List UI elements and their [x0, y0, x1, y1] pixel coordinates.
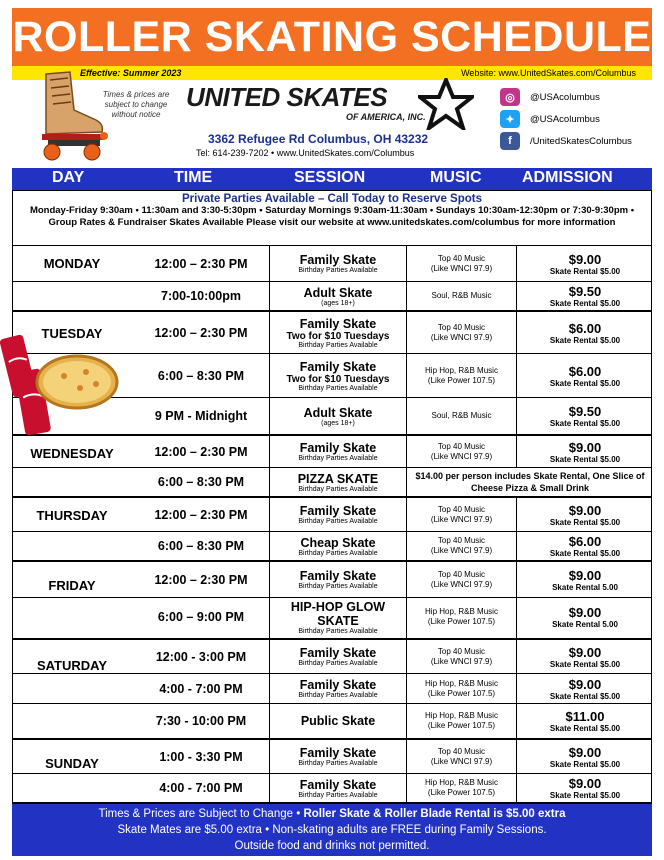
admission-price: $9.00 [568, 251, 602, 267]
session-row [12, 596, 652, 640]
col-session: SESSION [294, 169, 366, 186]
price-disclaimer: Times & prices are subject to change without notice [102, 90, 170, 119]
session-name: Family Skate [299, 746, 377, 760]
session-cell [269, 562, 407, 597]
instagram-handle: @USAcolumbus [530, 91, 600, 103]
skate-rental: Skate Rental $5.00 [549, 759, 621, 769]
session-name: Family Skate [299, 777, 377, 792]
session-note: Birthday Parties Available [298, 455, 378, 462]
social-facebook[interactable] [500, 132, 632, 150]
session-time: 7:30 - 10:00 PM [155, 714, 247, 728]
session-name: PIZZA SKATE [297, 471, 379, 486]
session-name: Public Skate [300, 714, 376, 728]
admission-cell [517, 282, 653, 310]
session-note: Birthday Parties Available [298, 267, 378, 274]
session-cell [269, 498, 407, 531]
music-genre: Hip Hop, R&B Music [425, 678, 498, 688]
music-genre: Hip Hop, R&B Music [425, 778, 498, 787]
company-logo [186, 82, 486, 128]
music-station: (Like Power 107.5) [427, 721, 496, 730]
session-name: Family Skate [299, 569, 377, 583]
skate-rental: Skate Rental $5.00 [549, 335, 621, 345]
session-row [12, 436, 652, 468]
day-label: WEDNESDAY [30, 446, 114, 461]
admission-cell [517, 674, 653, 703]
address: 3362 Refugee Rd Columbus, OH 43232 [208, 132, 429, 146]
music-station: (Like Power 107.5) [427, 788, 496, 797]
session-cell [269, 740, 407, 773]
skate-rental: Skate Rental $5.00 [549, 549, 621, 558]
col-day: DAY [52, 169, 85, 186]
session-note: (ages 18+) [321, 299, 355, 307]
session-note: Birthday Parties Available [298, 518, 378, 525]
skate-rental: Skate Rental $5.00 [549, 419, 621, 428]
music-cell [407, 562, 517, 597]
session-note: Birthday Parties Available [298, 384, 378, 392]
music-cell [407, 498, 517, 531]
pizza-skate-details: $14.00 per person includes Skate Rental, One Slice of Cheese Pizza & Small Drink [415, 471, 645, 493]
star-icon [418, 78, 474, 130]
facebook-handle: /UnitedSkatesColumbus [530, 135, 632, 147]
social-twitter[interactable] [500, 110, 600, 128]
day-label: SATURDAY [36, 658, 108, 673]
session-time: 12:00 – 2:30 PM [154, 507, 248, 522]
session-time: 12:00 – 2:30 PM [154, 572, 248, 587]
session-name: Cheap Skate [300, 535, 376, 550]
skate-rental: Skate Rental $5.00 [549, 454, 621, 464]
music-cell [407, 740, 517, 773]
music-genre: Top 40 Music [437, 646, 486, 656]
music-genre: Hip Hop, R&B Music [425, 711, 498, 720]
session-time: 7:00-10:00pm [161, 289, 241, 303]
skate-rental: Skate Rental $5.00 [549, 691, 621, 701]
session-row [12, 282, 652, 312]
music-cell [407, 674, 517, 703]
music-station: (Like Power 107.5) [427, 688, 496, 698]
skate-rental: Skate Rental $5.00 [549, 266, 621, 276]
music-cell [407, 532, 517, 560]
session-cell [269, 246, 407, 281]
admission-price: $9.50 [568, 284, 602, 299]
session-time: 12:00 – 2:30 PM [154, 256, 248, 271]
session-cell [269, 532, 407, 560]
session-time: 6:00 – 8:30 PM [157, 368, 245, 383]
admission-cell [517, 532, 653, 560]
skate-rental: Skate Rental $5.00 [549, 299, 621, 308]
music-cell [407, 354, 517, 397]
session-cell [269, 312, 407, 353]
admission-price: $9.00 [568, 644, 602, 660]
skate-rental: Skate Rental $5.00 [549, 791, 621, 800]
day-label: FRIDAY [48, 578, 96, 593]
admission-price: $9.00 [568, 502, 602, 518]
logo-sub-text: OF AMERICA, INC. [346, 112, 426, 122]
instagram-icon: ◎ [500, 88, 520, 106]
day-label: THURSDAY [36, 508, 108, 523]
music-genre: Soul, R&B Music [431, 411, 492, 420]
skate-rental: Skate Rental $5.00 [549, 659, 621, 669]
admission-cell [517, 498, 653, 531]
website-top: Website: www.UnitedSkates.com/Columbus [461, 68, 636, 78]
admission-cell [517, 640, 653, 673]
session-row [12, 640, 652, 674]
music-station: (Like WNCI 97.9) [430, 656, 493, 666]
notice-details: Monday-Friday 9:30am • 11:30am and 3:30-5:30pm • Saturday Mornings 9:30am-11:30am • Sundays 10:30am-12:30pm or 7:30-9:30pm • Group Rates & Fundraiser Skates Available Please visit our website at www.unitedskates.com/columbus for more information [29, 205, 635, 228]
session-name: HIP-HOP GLOW [290, 599, 386, 614]
session-cell [269, 436, 407, 467]
admission-price: $6.00 [568, 320, 602, 336]
session-note: Birthday Parties Available [298, 341, 378, 349]
music-cell [407, 282, 517, 310]
session-note: Birthday Parties Available [298, 485, 378, 493]
session-name: Family Skate [299, 316, 377, 331]
admission-cell [517, 774, 653, 802]
footer-line1-a: Times & Prices are Subject to Change • [98, 808, 304, 820]
skate-rental: Skate Rental $5.00 [549, 517, 621, 527]
admission-price: $9.00 [568, 676, 602, 692]
admission-cell [517, 312, 653, 353]
session-time: 4:00 - 7:00 PM [159, 781, 243, 795]
session-subtitle: Two for $10 Tuesdays [286, 330, 390, 342]
session-row [12, 740, 652, 774]
session-name: Adult Skate [303, 405, 373, 420]
page-title: ROLLER SKATING SCHEDULE [12, 8, 652, 66]
music-cell [407, 398, 517, 434]
session-name: Family Skate [299, 646, 377, 660]
music-station: (Like WNCI 97.9) [430, 514, 493, 524]
social-instagram[interactable] [500, 88, 600, 106]
music-genre: Soul, R&B Music [431, 291, 492, 300]
skate-rental: Skate Rental 5.00 [552, 620, 618, 629]
music-station: (Like WNCI 97.9) [430, 332, 493, 342]
skate-rental: Skate Rental 5.00 [552, 582, 618, 592]
session-row [12, 498, 652, 532]
session-time: 9 PM - Midnight [154, 409, 248, 423]
session-name: Adult Skate [303, 285, 373, 300]
admission-price: $9.00 [568, 744, 602, 760]
music-genre: Top 40 Music [437, 504, 486, 514]
session-row [12, 246, 652, 282]
admission-price: $6.00 [568, 363, 602, 379]
admission-cell [517, 398, 653, 434]
session-note: Birthday Parties Available [298, 627, 378, 635]
session-note: Birthday Parties Available [298, 760, 378, 767]
col-time: TIME [174, 169, 213, 186]
day-label: SUNDAY [45, 756, 99, 771]
admission-price: $9.50 [568, 404, 602, 419]
music-station: (Like WNCI 97.9) [430, 546, 493, 555]
music-station: (Like WNCI 97.9) [430, 579, 493, 589]
session-row [12, 674, 652, 704]
session-row [12, 774, 652, 804]
session-time: 1:00 - 3:30 PM [159, 749, 243, 764]
admission-price: $6.00 [568, 534, 602, 549]
footer-line1-b: Roller Skate & Roller Blade Rental is $5.00 extra [303, 808, 566, 820]
music-genre: Top 40 Music [437, 569, 486, 579]
admission-price: $9.00 [568, 567, 602, 583]
table-header [12, 168, 652, 190]
col-music: MUSIC [430, 169, 482, 186]
music-station: (Like WNCI 97.9) [430, 263, 493, 273]
music-genre: Hip Hop, R&B Music [425, 607, 498, 616]
session-cell [269, 704, 407, 738]
music-genre: Top 40 Music [437, 441, 486, 451]
session-cell [269, 282, 407, 310]
music-station: (Like Power 107.5) [427, 617, 496, 626]
session-cell [269, 640, 407, 673]
admission-cell [517, 562, 653, 597]
session-note: Birthday Parties Available [298, 660, 378, 667]
music-cell [407, 436, 517, 467]
session-cell [269, 596, 407, 638]
session-row [12, 704, 652, 740]
session-time: 12:00 - 3:00 PM [155, 649, 247, 664]
music-genre: Top 40 Music [437, 746, 486, 756]
music-station: (Like Power 107.5) [427, 375, 496, 385]
session-row [12, 562, 652, 598]
session-note: (ages 18+) [321, 419, 355, 427]
session-note: Birthday Parties Available [298, 549, 378, 557]
session-time: 6:00 – 8:30 PM [157, 539, 245, 553]
music-cell [407, 596, 517, 638]
col-admission: ADMISSION [522, 169, 613, 186]
music-genre: Hip Hop, R&B Music [425, 365, 498, 375]
session-note: Birthday Parties Available [298, 791, 378, 799]
session-row [12, 312, 652, 354]
session-time: 12:00 – 2:30 PM [154, 444, 248, 459]
facebook-icon: f [500, 132, 520, 150]
twitter-handle: @USAcolumbus [530, 113, 600, 125]
private-party-notice [12, 190, 652, 246]
session-name: Family Skate [299, 359, 377, 374]
admission-cell [517, 596, 653, 638]
music-station: (Like WNCI 97.9) [430, 451, 493, 461]
admission-price: $9.00 [568, 605, 602, 620]
session-time: 6:00 – 8:30 PM [157, 475, 245, 489]
phone-website: Tel: 614-239-7202 • www.UnitedSkates.com/Columbus [196, 148, 415, 158]
session-name: Family Skate [299, 441, 377, 455]
session-name: Family Skate [299, 678, 377, 692]
music-cell [407, 312, 517, 353]
admission-price: $9.00 [568, 776, 602, 791]
session-cell [269, 468, 407, 496]
session-time: 12:00 – 2:30 PM [154, 325, 248, 340]
admission-price: $11.00 [565, 709, 605, 724]
pizza-icon [34, 352, 120, 412]
music-genre: Top 40 Music [437, 536, 486, 545]
admission-price: $9.00 [568, 439, 602, 455]
session-cell [269, 398, 407, 434]
music-cell [407, 774, 517, 802]
skate-rental: Skate Rental $5.00 [549, 724, 621, 733]
admission-cell [517, 436, 653, 467]
notice-headline: Private Parties Available – Call Today to Reserve Spots [182, 193, 482, 205]
effective-date: Effective: Summer 2023 [80, 68, 182, 78]
day-label: TUESDAY [41, 326, 103, 341]
session-cell [269, 354, 407, 397]
session-note: Birthday Parties Available [298, 692, 378, 699]
skate-rental: Skate Rental $5.00 [549, 378, 621, 388]
session-cell [269, 674, 407, 703]
music-cell [407, 246, 517, 281]
logo-main-text: UNITED SKATES [186, 82, 388, 112]
admission-cell [517, 354, 653, 397]
music-cell [407, 704, 517, 738]
session-row [12, 468, 652, 498]
session-row [12, 532, 652, 562]
music-genre: Top 40 Music [437, 253, 486, 263]
session-time: 6:00 – 9:00 PM [157, 610, 245, 624]
footer-line2: Skate Mates are $5.00 extra • Non-skating adults are FREE during Family Sessions. [117, 824, 547, 836]
session-time: 4:00 - 7:00 PM [159, 681, 243, 696]
session-subtitle: Two for $10 Tuesdays [286, 373, 390, 385]
footer-line3: Outside food and drinks not permitted. [234, 840, 430, 852]
day-label: MONDAY [43, 256, 101, 271]
session-cell [269, 774, 407, 802]
footer [12, 804, 652, 856]
session-name: Family Skate [299, 504, 377, 518]
admission-cell [517, 246, 653, 281]
session-name: Family Skate [299, 253, 377, 267]
session-subtitle: SKATE [317, 613, 359, 628]
music-genre: Top 40 Music [437, 322, 486, 332]
admission-cell [517, 704, 653, 738]
twitter-icon: ✦ [500, 110, 520, 128]
music-station: (Like WNCI 97.9) [430, 756, 493, 766]
session-note: Birthday Parties Available [298, 583, 378, 590]
music-cell [407, 640, 517, 673]
admission-cell [517, 740, 653, 773]
